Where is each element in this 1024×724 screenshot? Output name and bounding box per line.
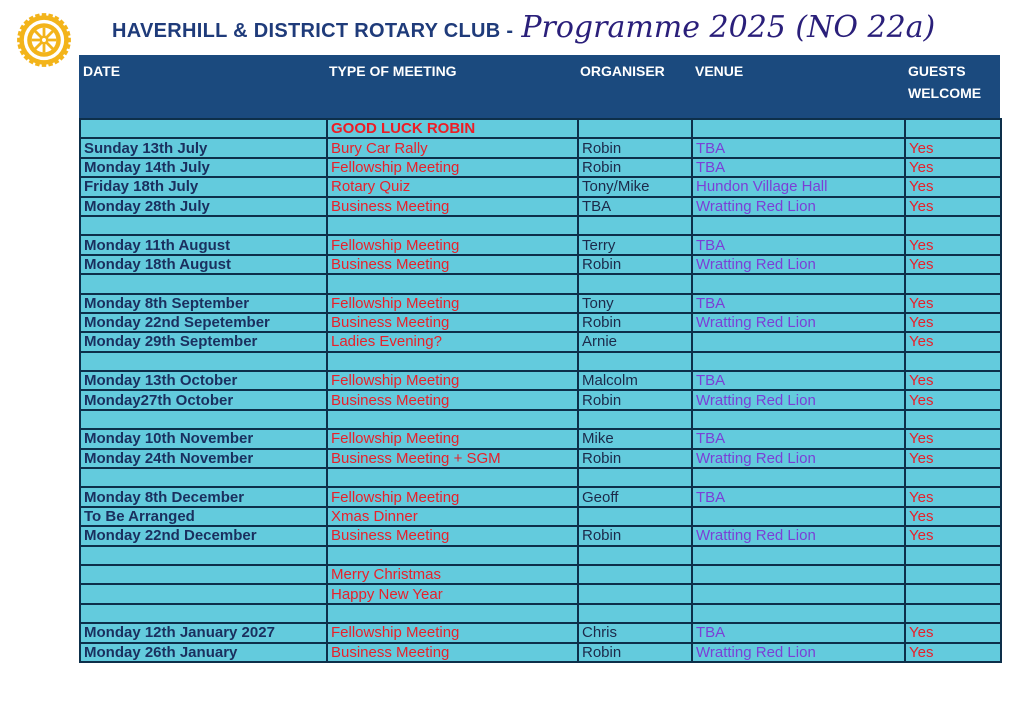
date-cell — [80, 468, 327, 487]
date-cell: Monday 14th July — [80, 158, 327, 177]
organiser-cell: Robin — [578, 313, 692, 332]
organiser-cell: Robin — [578, 158, 692, 177]
meeting-type-cell: Business Meeting — [327, 255, 578, 274]
date-cell — [80, 546, 327, 565]
venue-cell — [692, 546, 905, 565]
guests-welcome-cell: Yes — [905, 449, 1001, 468]
table-row — [80, 352, 1001, 371]
guests-welcome-cell: Yes — [905, 332, 1001, 351]
venue-cell — [692, 410, 905, 429]
meeting-type-cell — [327, 274, 578, 293]
table-row — [80, 158, 1001, 177]
venue-cell: Wratting Red Lion — [692, 390, 905, 409]
meeting-type-cell: Business Meeting — [327, 197, 578, 216]
date-cell: Monday 8th December — [80, 487, 327, 506]
organiser-cell — [578, 584, 692, 603]
venue-cell — [692, 352, 905, 371]
organiser-cell — [578, 274, 692, 293]
table-row — [80, 294, 1001, 313]
table-row — [80, 565, 1001, 584]
venue-cell: Hundon Village Hall — [692, 177, 905, 196]
organiser-cell — [578, 216, 692, 235]
date-cell — [80, 410, 327, 429]
guests-welcome-cell: Yes — [905, 235, 1001, 254]
meeting-type-cell: Business Meeting — [327, 526, 578, 545]
date-cell: Monday 8th September — [80, 294, 327, 313]
venue-cell: Wratting Red Lion — [692, 197, 905, 216]
meeting-type-cell: Fellowship Meeting — [327, 623, 578, 642]
meeting-type-cell: Business Meeting + SGM — [327, 449, 578, 468]
organiser-cell: Robin — [578, 390, 692, 409]
meeting-type-cell: GOOD LUCK ROBIN — [327, 119, 578, 138]
header-venue: VENUE — [695, 63, 744, 79]
programme-table-body — [80, 119, 1001, 662]
club-name-title: HAVERHILL & DISTRICT ROTARY CLUB - — [112, 20, 514, 42]
organiser-cell: Terry — [578, 235, 692, 254]
organiser-cell — [578, 468, 692, 487]
venue-cell — [692, 565, 905, 584]
table-row — [80, 390, 1001, 409]
table-row — [80, 546, 1001, 565]
meeting-type-cell: Business Meeting — [327, 643, 578, 662]
table-row — [80, 526, 1001, 545]
guests-welcome-cell: Yes — [905, 507, 1001, 526]
organiser-cell: Tony/Mike — [578, 177, 692, 196]
meeting-type-cell: Bury Car Rally — [327, 138, 578, 157]
date-cell: Monday 22nd Sepetember — [80, 313, 327, 332]
header-date: DATE — [83, 63, 121, 79]
guests-welcome-cell: Yes — [905, 487, 1001, 506]
table-row — [80, 468, 1001, 487]
date-cell: Friday 18th July — [80, 177, 327, 196]
venue-cell — [692, 274, 905, 293]
date-cell — [80, 274, 327, 293]
organiser-cell — [578, 507, 692, 526]
venue-cell — [692, 604, 905, 623]
table-row — [80, 429, 1001, 448]
organiser-cell: Robin — [578, 255, 692, 274]
venue-cell: Wratting Red Lion — [692, 449, 905, 468]
guests-welcome-cell: Yes — [905, 623, 1001, 642]
table-row — [80, 313, 1001, 332]
organiser-cell: TBA — [578, 197, 692, 216]
date-cell: Monday 12th January 2027 — [80, 623, 327, 642]
guests-welcome-cell — [905, 119, 1001, 138]
organiser-cell: Robin — [578, 526, 692, 545]
organiser-cell — [578, 565, 692, 584]
meeting-type-cell — [327, 352, 578, 371]
venue-cell — [692, 584, 905, 603]
date-cell: Monday27th October — [80, 390, 327, 409]
table-row — [80, 604, 1001, 623]
organiser-cell — [578, 410, 692, 429]
guests-welcome-cell: Yes — [905, 255, 1001, 274]
date-cell — [80, 604, 327, 623]
guests-welcome-cell: Yes — [905, 526, 1001, 545]
guests-welcome-cell — [905, 584, 1001, 603]
table-row — [80, 138, 1001, 157]
page-title — [112, 10, 935, 50]
organiser-cell — [578, 546, 692, 565]
table-row — [80, 584, 1001, 603]
date-cell: Monday 11th August — [80, 235, 327, 254]
meeting-type-cell — [327, 216, 578, 235]
organiser-cell — [578, 352, 692, 371]
guests-welcome-cell: Yes — [905, 177, 1001, 196]
meeting-type-cell: Xmas Dinner — [327, 507, 578, 526]
table-row — [80, 643, 1001, 662]
header-guests — [908, 60, 981, 104]
organiser-cell: Robin — [578, 138, 692, 157]
organiser-cell: Geoff — [578, 487, 692, 506]
venue-cell: TBA — [692, 138, 905, 157]
guests-welcome-cell: Yes — [905, 158, 1001, 177]
date-cell — [80, 216, 327, 235]
meeting-type-cell: Fellowship Meeting — [327, 294, 578, 313]
guests-welcome-cell — [905, 216, 1001, 235]
date-cell: Monday 26th January — [80, 643, 327, 662]
venue-cell — [692, 507, 905, 526]
venue-cell: TBA — [692, 158, 905, 177]
table-row — [80, 410, 1001, 429]
guests-welcome-cell — [905, 604, 1001, 623]
date-cell — [80, 565, 327, 584]
meeting-type-cell: Fellowship Meeting — [327, 235, 578, 254]
header-guests-line1: GUESTS — [908, 63, 966, 79]
table-row — [80, 449, 1001, 468]
meeting-type-cell: Rotary Quiz — [327, 177, 578, 196]
guests-welcome-cell — [905, 546, 1001, 565]
meeting-type-cell: Fellowship Meeting — [327, 429, 578, 448]
meeting-type-cell: Fellowship Meeting — [327, 371, 578, 390]
table-row — [80, 507, 1001, 526]
organiser-cell: Robin — [578, 643, 692, 662]
meeting-type-cell: Fellowship Meeting — [327, 158, 578, 177]
date-cell: To Be Arranged — [80, 507, 327, 526]
venue-cell: TBA — [692, 235, 905, 254]
table-row — [80, 274, 1001, 293]
venue-cell: TBA — [692, 294, 905, 313]
guests-welcome-cell: Yes — [905, 390, 1001, 409]
table-row — [80, 255, 1001, 274]
venue-cell: TBA — [692, 371, 905, 390]
date-cell: Monday 22nd December — [80, 526, 327, 545]
meeting-type-cell — [327, 604, 578, 623]
programme-title: Programme 2025 (NO 22a) — [521, 10, 936, 45]
meeting-type-cell — [327, 468, 578, 487]
guests-welcome-cell — [905, 565, 1001, 584]
date-cell: Monday 10th November — [80, 429, 327, 448]
date-cell: Monday 18th August — [80, 255, 327, 274]
meeting-type-cell: Merry Christmas — [327, 565, 578, 584]
organiser-cell: Chris — [578, 623, 692, 642]
meeting-type-cell: Ladies Evening? — [327, 332, 578, 351]
organiser-cell: Tony — [578, 294, 692, 313]
organiser-cell: Arnie — [578, 332, 692, 351]
venue-cell — [692, 119, 905, 138]
table-row — [80, 487, 1001, 506]
header-organiser: ORGANISER — [580, 63, 665, 79]
date-cell: Sunday 13th July — [80, 138, 327, 157]
guests-welcome-cell — [905, 274, 1001, 293]
venue-cell: TBA — [692, 623, 905, 642]
date-cell — [80, 584, 327, 603]
meeting-type-cell — [327, 546, 578, 565]
guests-welcome-cell: Yes — [905, 371, 1001, 390]
meeting-type-cell: Business Meeting — [327, 313, 578, 332]
organiser-cell: Malcolm — [578, 371, 692, 390]
date-cell: Monday 28th July — [80, 197, 327, 216]
date-cell: Monday 29th September — [80, 332, 327, 351]
organiser-cell: Mike — [578, 429, 692, 448]
meeting-type-cell: Happy New Year — [327, 584, 578, 603]
table-row — [80, 623, 1001, 642]
guests-welcome-cell: Yes — [905, 294, 1001, 313]
date-cell — [80, 352, 327, 371]
table-row — [80, 119, 1001, 138]
header-guests-line2: WELCOME — [908, 85, 982, 101]
header-type: TYPE OF MEETING — [329, 63, 457, 79]
date-cell: Monday 13th October — [80, 371, 327, 390]
guests-welcome-cell — [905, 352, 1001, 371]
table-row — [80, 371, 1001, 390]
venue-cell: TBA — [692, 487, 905, 506]
guests-welcome-cell: Yes — [905, 429, 1001, 448]
guests-welcome-cell: Yes — [905, 313, 1001, 332]
date-cell: Monday 24th November — [80, 449, 327, 468]
table-row — [80, 177, 1001, 196]
meeting-type-cell: Business Meeting — [327, 390, 578, 409]
table-row — [80, 332, 1001, 351]
table-row — [80, 235, 1001, 254]
table-row — [80, 216, 1001, 235]
organiser-cell — [578, 604, 692, 623]
table-row — [80, 197, 1001, 216]
guests-welcome-cell: Yes — [905, 138, 1001, 157]
venue-cell: Wratting Red Lion — [692, 643, 905, 662]
guests-welcome-cell: Yes — [905, 643, 1001, 662]
guests-welcome-cell — [905, 468, 1001, 487]
venue-cell — [692, 216, 905, 235]
organiser-cell — [578, 119, 692, 138]
programme-table — [79, 118, 1002, 663]
organiser-cell: Robin — [578, 449, 692, 468]
venue-cell: Wratting Red Lion — [692, 313, 905, 332]
meeting-type-cell — [327, 410, 578, 429]
date-cell — [80, 119, 327, 138]
venue-cell: Wratting Red Lion — [692, 526, 905, 545]
guests-welcome-cell: Yes — [905, 197, 1001, 216]
meeting-type-cell: Fellowship Meeting — [327, 487, 578, 506]
guests-welcome-cell — [905, 410, 1001, 429]
venue-cell: TBA — [692, 429, 905, 448]
venue-cell — [692, 468, 905, 487]
rotary-logo-icon — [16, 12, 72, 68]
venue-cell — [692, 332, 905, 351]
venue-cell: Wratting Red Lion — [692, 255, 905, 274]
table-header — [79, 55, 1000, 118]
